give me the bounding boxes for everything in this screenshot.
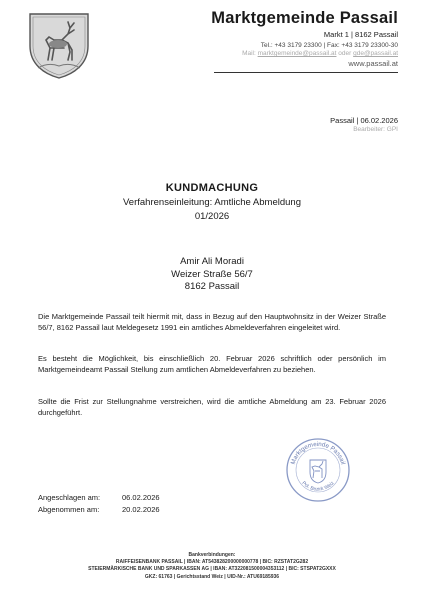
- header-divider: [214, 72, 398, 73]
- bank-line-1: RAIFFEISENBANK PASSAIL | IBAN: AT543828200000000778 | BIC: RZSTAT2G282: [115, 559, 309, 566]
- municipality-name: Marktgemeinde Passail: [211, 9, 398, 27]
- svg-text:Pol. Bezirk Weiz: Pol. Bezirk Weiz: [300, 480, 336, 493]
- coat-of-arms-logo: [24, 10, 94, 80]
- recipient-city: 8162 Passail: [184, 281, 240, 292]
- document-number: 01/2026: [194, 211, 230, 222]
- bank-heading: Bankverbindungen:: [188, 552, 236, 558]
- posted-row: [38, 492, 160, 504]
- email-separator: oder: [336, 50, 354, 57]
- bank-line-2: STEIERMÄRKISCHE BANK UND SPARKASSEN AG | IBAN: AT322081500004353112 | BIC: STSPAT2GXXX: [88, 566, 336, 573]
- place-date: Passail | 06.02.2026: [330, 116, 398, 125]
- email-secondary-link[interactable]: gde@passail.at: [353, 50, 398, 57]
- official-seal-stamp: [284, 436, 352, 504]
- recipient-street: Weizer Straße 56/7: [171, 268, 253, 280]
- phone-fax: Tel.: +43 3179 23300 | Fax: +43 3179 23300-30: [260, 42, 398, 49]
- bank-footer: [0, 552, 424, 581]
- document-subtitle: Verfahrenseinleitung: Amtliche Abmeldung: [123, 197, 301, 208]
- email-prefix: Mail:: [242, 50, 258, 57]
- posted-date: 06.02.2026: [122, 493, 160, 502]
- email-line: [242, 50, 398, 57]
- removed-row: [38, 504, 160, 516]
- municipality-address: Markt 1 | 8162 Passail: [323, 30, 398, 39]
- website-link[interactable]: www.passail.at: [348, 59, 398, 68]
- recipient-name: Amir Ali Moradi: [180, 256, 244, 267]
- removed-label: Abgenommen am:: [38, 504, 100, 514]
- body-paragraph-3: Sollte die Frist zur Stellungnahme verstreichen, wird die amtliche Abmeldung am 23. Februar 2026 durchgeführt.: [38, 397, 386, 417]
- body-paragraph-1: Die Marktgemeinde Passail teilt hiermit mit, dass in Bezug auf den Hauptwohnsitz in der Weizer Straße 56/7, 8162 Passail laut Meldegesetz 1991 ein amtliches Abmeldeverfahren eingeleitet wird.: [38, 312, 386, 332]
- email-primary-link[interactable]: marktgemeinde@passail.at: [257, 50, 337, 57]
- processor: Bearbeiter: GPI: [353, 126, 398, 133]
- document-title: KUNDMACHUNG: [165, 182, 259, 194]
- posted-label: Angeschlagen am:: [38, 493, 101, 502]
- svg-text:Marktgemeinde Passail: Marktgemeinde Passail: [289, 440, 347, 466]
- registration-ids: GKZ: 61763 | Gerichtsstand Weiz | UID-Nr.: ATU69185936: [144, 573, 280, 580]
- recipient-block: [0, 256, 424, 294]
- removed-date: 20.02.2026: [122, 504, 160, 514]
- body-paragraph-2: Es besteht die Möglichkeit, bis einschließlich 20. Februar 2026 schriftlich oder persönlich im Marktgemeindeamt Passail Stellung zum amtlichen Abmeldeverfahren zu beziehen.: [38, 354, 386, 374]
- posting-dates: [38, 492, 160, 515]
